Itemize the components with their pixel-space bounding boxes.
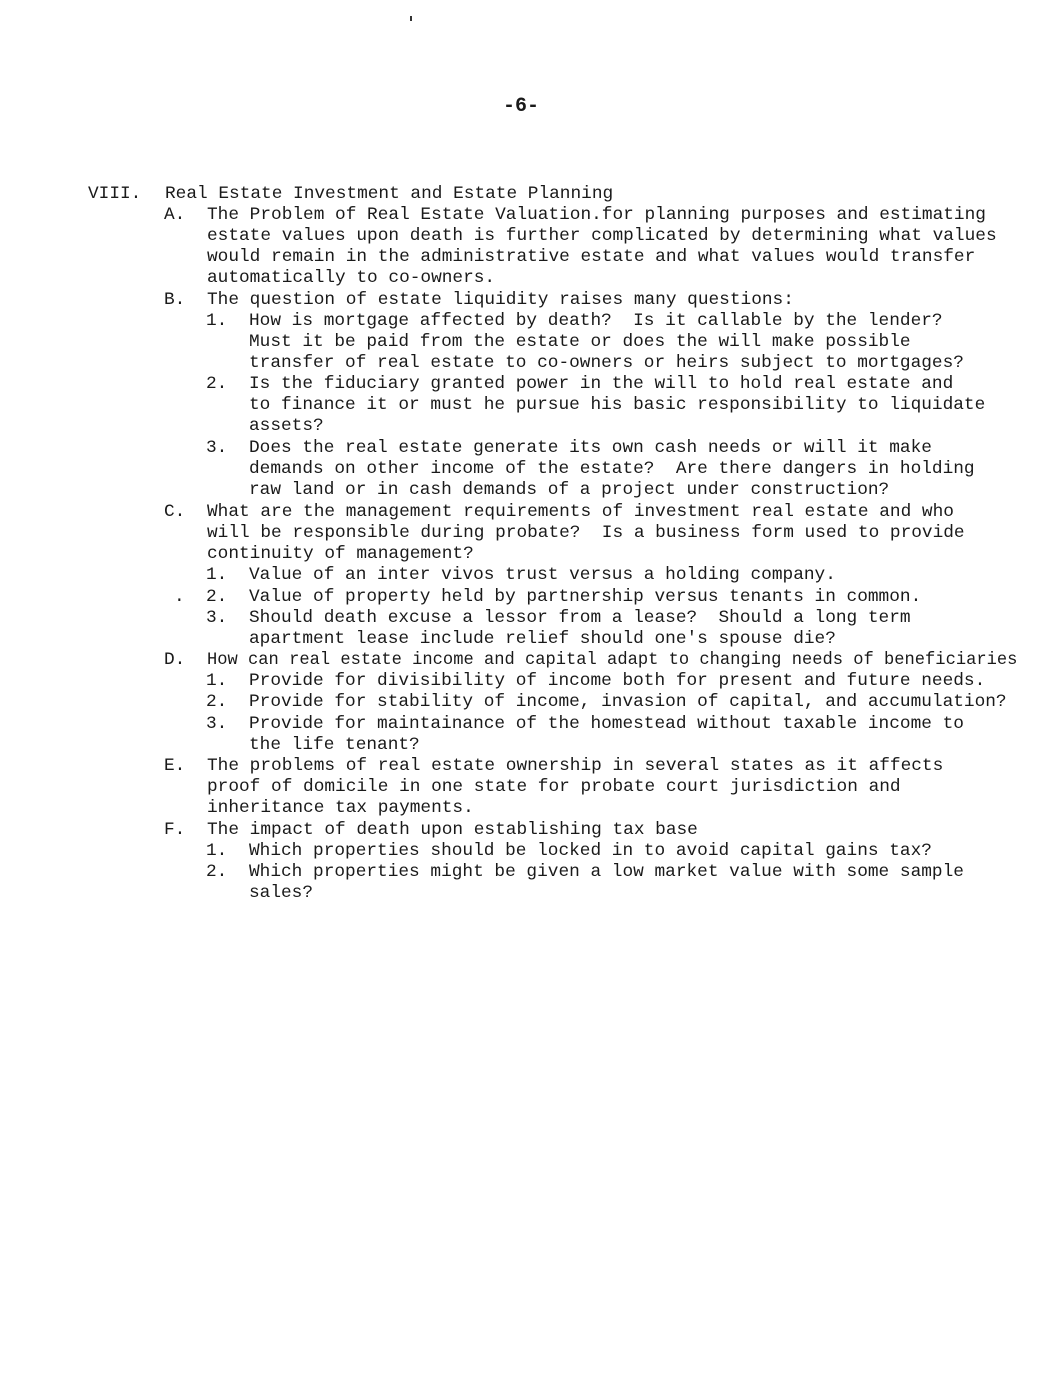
item-c-line: continuity of management? [207, 544, 474, 564]
item-f-sub-2-line: sales? [249, 883, 314, 903]
item-f-line: The impact of death upon establishing tax base [207, 820, 698, 840]
item-d-letter: D. [164, 650, 186, 670]
item-b-letter: B. [164, 290, 186, 310]
item-c-sub-3-line: apartment lease include relief should one's spouse die? [249, 629, 836, 649]
item-c-line: What are the management requirements of investment real estate and who [207, 502, 954, 522]
item-b-sub-3-num: 3. [206, 438, 228, 458]
item-d-line: How can real estate income and capital adapt to changing needs of beneficiaries [207, 651, 1018, 670]
item-b-sub-3-line: Does the real estate generate its own cash needs or will it make [249, 438, 932, 458]
stray-mark: . [174, 587, 185, 607]
item-a-line: estate values upon death is further complicated by determining what values [207, 226, 997, 246]
item-b-sub-1-num: 1. [206, 311, 228, 331]
item-a-line: would remain in the administrative estate and what values would transfer [207, 247, 976, 267]
item-f-sub-2-line: Which properties might be given a low market value with some sample [249, 862, 964, 882]
item-c-line: will be responsible during probate? Is a business form used to provide [207, 523, 965, 543]
item-e-letter: E. [164, 756, 186, 776]
item-b-sub-2-line: Is the fiduciary granted power in the will to hold real estate and [249, 374, 954, 394]
item-b-sub-1-line: Must it be paid from the estate or does the will make possible [249, 332, 911, 352]
item-b-sub-3-line: raw land or in cash demands of a project under construction? [249, 480, 890, 500]
item-d-sub-1-line: Provide for divisibility of income both for present and future needs. [249, 671, 986, 691]
item-c-letter: C. [164, 502, 186, 522]
item-d-sub-3-num: 3. [206, 714, 228, 734]
item-a-letter: A. [164, 205, 186, 225]
section-title: Real Estate Investment and Estate Planning [165, 184, 614, 204]
item-b-sub-1-line: How is mortgage affected by death? Is it callable by the lender? [249, 311, 943, 331]
item-d-sub-2-num: 2. [206, 692, 228, 712]
item-b-sub-1-line: transfer of real estate to co-owners or heirs subject to mortgages? [249, 353, 964, 373]
item-f-sub-2-num: 2. [206, 862, 228, 882]
item-b-line: The question of estate liquidity raises many questions: [207, 290, 794, 310]
item-e-line: proof of domicile in one state for probate court jurisdiction and [207, 777, 901, 797]
item-f-sub-1-line: Which properties should be locked in to avoid capital gains tax? [249, 841, 932, 861]
item-a-line: automatically to co-owners. [207, 268, 496, 288]
page-number: -6- [503, 95, 540, 118]
item-c-sub-2-num: 2. [206, 587, 228, 607]
item-c-sub-1-line: Value of an inter vivos trust versus a holding company. [249, 565, 836, 585]
item-b-sub-2-line: to finance it or must he pursue his basic responsibility to liquidate [249, 395, 986, 415]
item-c-sub-1-num: 1. [206, 565, 228, 585]
item-a-line: The Problem of Real Estate Valuation.for planning purposes and estimating [207, 205, 986, 225]
item-b-sub-2-num: 2. [206, 374, 228, 394]
item-d-sub-3-line: the life tenant? [249, 735, 420, 755]
item-f-sub-1-num: 1. [206, 841, 228, 861]
item-d-sub-2-line: Provide for stability of income, invasion of capital, and accumulation? [249, 692, 1007, 712]
item-b-sub-2-line: assets? [249, 416, 324, 436]
item-c-sub-2-line: Value of property held by partnership versus tenants in common. [249, 587, 922, 607]
item-c-sub-3-line: Should death excuse a lessor from a lease? Should a long term [249, 608, 911, 628]
item-c-sub-3-num: 3. [206, 608, 228, 628]
item-b-sub-3-line: demands on other income of the estate? Are there dangers in holding [249, 459, 975, 479]
stray-mark [410, 16, 412, 21]
item-d-sub-1-num: 1. [206, 671, 228, 691]
item-e-line: The problems of real estate ownership in several states as it affects [207, 756, 944, 776]
section-numeral: VIII. [88, 184, 142, 204]
item-e-line: inheritance tax payments. [207, 798, 474, 818]
item-d-sub-3-line: Provide for maintainance of the homestead without taxable income to [249, 714, 964, 734]
item-f-letter: F. [164, 820, 186, 840]
